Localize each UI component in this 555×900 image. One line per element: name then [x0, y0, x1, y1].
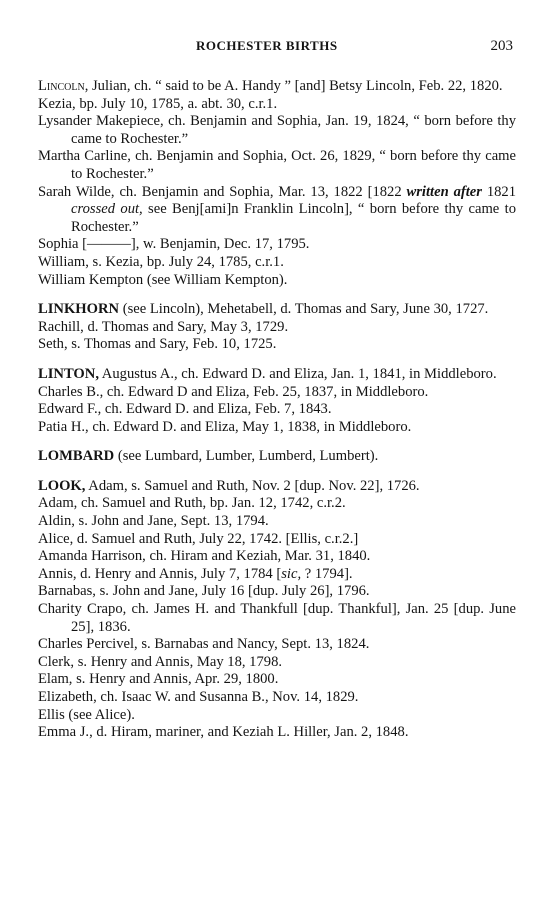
entry: Alice, d. Samuel and Ruth, July 22, 1742. [Ellis, c.r.2.] [38, 530, 359, 547]
surname-heading: LOOK, [38, 477, 86, 494]
entry: Amanda Harrison, ch. Hiram and Keziah, Mar. 31, 1840. [38, 548, 371, 565]
entry: Charles Percivel, s. Barnabas and Nancy, Sept. 13, 1824. [38, 636, 370, 653]
surname-heading: LINTON, [38, 365, 99, 382]
surname-heading: LOMBARD [38, 448, 115, 465]
entry-text: Augustus A., ch. Edward D. and Eliza, Jan. 1, 1841, in Middleboro. [98, 365, 497, 382]
entry: Sophia [———], w. Benjamin, Dec. 17, 1795. [38, 236, 310, 253]
entry [38, 184, 516, 237]
entry: William, s. Kezia, bp. July 24, 1785, c.r.1. [38, 253, 284, 270]
entry [38, 566, 516, 584]
entry: Aldin, s. John and Jane, Sept. 13, 1794. [38, 513, 269, 530]
entry: Patia H., ch. Edward D. and Eliza, May 1, 1838, in Middleboro. [38, 418, 412, 435]
surname-entry-look [38, 478, 516, 496]
entry-text: (see Lincoln), Mehetabell, d. Thomas and Sary, June 30, 1727. [119, 301, 489, 318]
entry: Lysander Makepiece, ch. Benjamin and Sophia, Jan. 19, 1824, “ born before thy came to Rochester.” [38, 113, 516, 147]
entry-text: (see Lumbard, Lumber, Lumberd, Lumbert). [114, 448, 379, 465]
surname-heading: Lincoln, [38, 78, 89, 94]
entry-text: Adam, s. Samuel and Ruth, Nov. 2 [dup. Nov. 22], 1726. [85, 477, 420, 494]
entry: Charles B., ch. Edward D and Eliza, Feb. 25, 1837, in Middleboro. [38, 383, 429, 400]
entry: William Kempton (see William Kempton). [38, 271, 288, 288]
surname-entry-linkhorn [38, 301, 516, 319]
surname-entry-lombard [38, 448, 516, 466]
entry: Rachill, d. Thomas and Sary, May 3, 1729. [38, 318, 289, 335]
entry-text: Sarah Wilde, ch. Benjamin and Sophia, Mar. 13, 1822 [1822 [38, 183, 407, 200]
surname-entry-linton [38, 366, 516, 384]
entry: Clerk, s. Henry and Annis, May 18, 1798. [38, 653, 283, 670]
entry: Elam, s. Henry and Annis, Apr. 29, 1800. [38, 671, 279, 688]
entries-list [38, 78, 516, 742]
entry-italic-note: sic, [281, 565, 302, 582]
entry: Edward F., ch. Edward D. and Eliza, Feb. 7, 1843. [38, 401, 332, 418]
entry: Ellis (see Alice). [38, 706, 135, 723]
entry-italic-note: written after [406, 183, 482, 200]
running-head: ROCHESTER BIRTHS [196, 38, 338, 53]
entry: Kezia, bp. July 10, 1785, a. abt. 30, c.r.1. [38, 95, 278, 112]
entry-italic-note: crossed out, [71, 201, 143, 218]
entry: Charity Crapo, ch. James H. and Thankfull [dup. Thankful], Jan. 25 [dup. June 25], 1836. [38, 601, 516, 635]
entry: Martha Carline, ch. Benjamin and Sophia, Oct. 26, 1829, “ born before thy came to Rochester.” [38, 148, 516, 182]
entry-text: ? 1794]. [301, 565, 353, 582]
entry-text: 1821 [481, 183, 517, 200]
page-number: 203 [490, 38, 513, 54]
entry: Elizabeth, ch. Isaac W. and Susanna B., Nov. 14, 1829. [38, 689, 359, 705]
entry: Emma J., d. Hiram, mariner, and Keziah L. Hiller, Jan. 2, 1848. [38, 724, 409, 741]
entry: Adam, ch. Samuel and Ruth, bp. Jan. 12, 1742, c.r.2. [38, 495, 346, 512]
entry: Seth, s. Thomas and Sary, Feb. 10, 1725. [38, 336, 277, 353]
entry-text: Annis, d. Henry and Annis, July 7, 1784 [ [38, 565, 282, 582]
entry-text: see Benj[ami]n Franklin Lincoln], “ born before thy came to Rochester.” [71, 201, 516, 235]
entry: Barnabas, s. John and Jane, July 16 [dup. July 26], 1796. [38, 583, 370, 600]
surname-heading: LINKHORN [38, 301, 120, 318]
surname-entry-lincoln [38, 78, 516, 96]
entry-text: Julian, ch. “ said to be A. Handy ” [and] Betsy Lincoln, Feb. 22, 1820. [88, 78, 503, 94]
